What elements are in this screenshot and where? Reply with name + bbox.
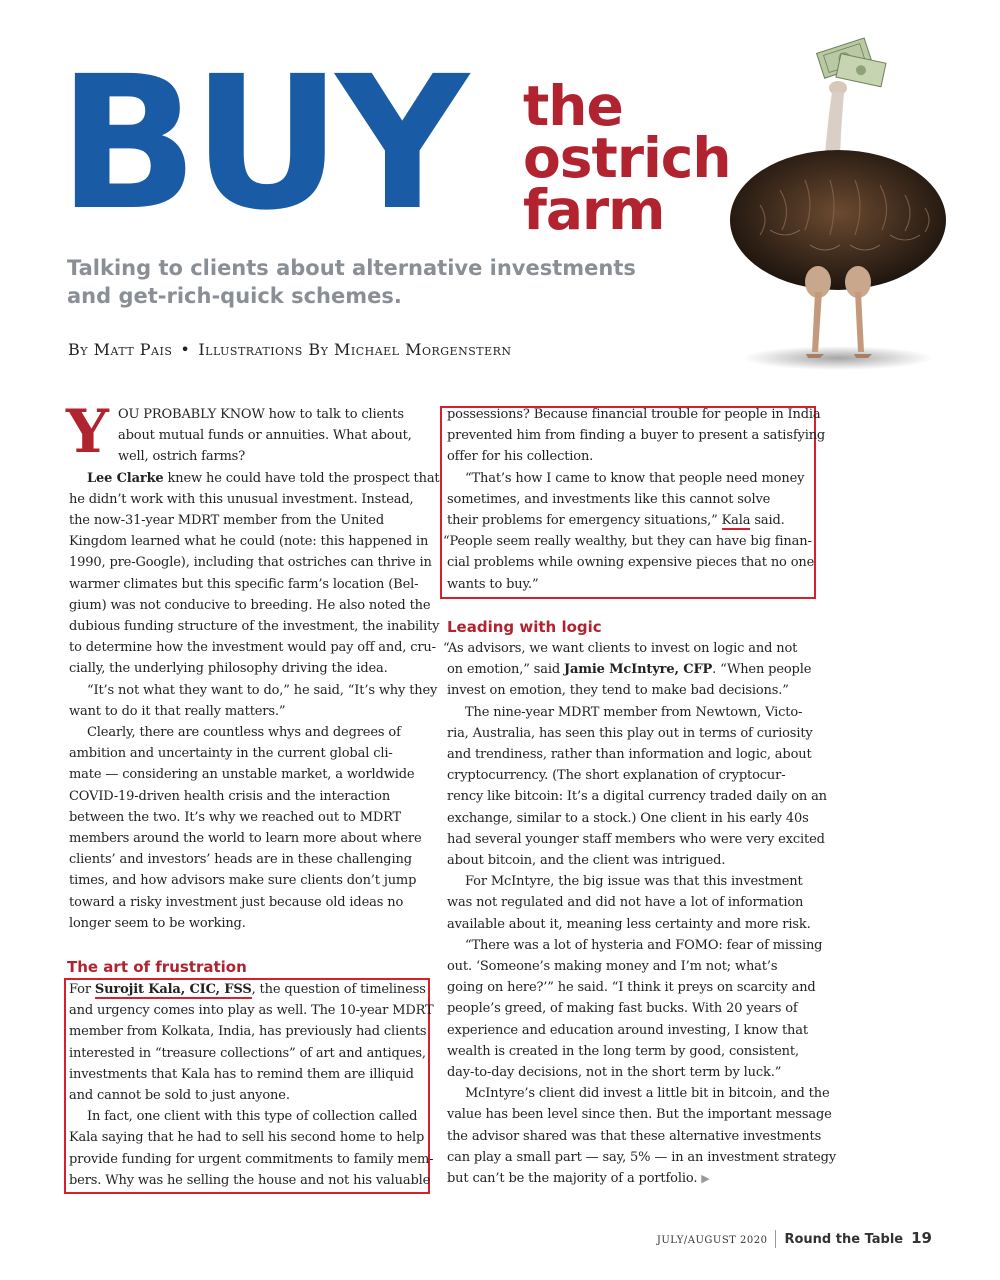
text-line: “As advisors, we want clients to invest on logic and not — [443, 641, 798, 656]
text-line: bers. Why was he selling the house and not his valuable — [69, 1172, 431, 1188]
text-line: invest on emotion, they tend to make bad decisions.” — [447, 683, 789, 699]
text-line: sometimes, and investments like this cannot solve — [447, 491, 771, 507]
text-line: going on here?’” he said. “I think it preys on scarcity and — [447, 980, 816, 996]
text-line: people’s greed, of making fast bucks. With 20 years of — [447, 1001, 798, 1017]
text-line: “There was a lot of hysteria and FOMO: fear of missing — [465, 937, 823, 953]
text-line: times, and how advisors make sure clients don’t jump — [69, 873, 417, 889]
text-line: mate — considering an unstable market, a worldwide — [69, 767, 415, 783]
text-line: available about it, meaning less certainty and more risk. — [447, 916, 811, 932]
text-line — [447, 659, 836, 680]
text-line: and cannot be sold to just anyone. — [69, 1088, 290, 1104]
text-line: ambition and uncertainty in the current global cli- — [69, 746, 393, 762]
bold-name: Lee Clarke — [87, 470, 164, 486]
text-line: provide funding for urgent commitments to family mem- — [69, 1151, 434, 1167]
text-line: member from Kolkata, India, has previously had clients — [69, 1024, 427, 1040]
text-line: COVID-19-driven health crisis and the interaction — [69, 788, 391, 804]
text-span: , the question of timeliness — [251, 982, 426, 997]
text-line: Kala saying that he had to sell his second home to help — [69, 1130, 425, 1146]
left-body — [69, 468, 440, 934]
byline-author: By Matt Pais — [68, 340, 173, 359]
bold-name-mcintyre: Jamie McIntyre, CFP — [564, 662, 713, 678]
footer-divider — [775, 1230, 776, 1248]
text-line: “People seem really wealthy, but they can have big finan- — [443, 534, 812, 550]
text-line: to determine how the investment would pay off and, cru- — [69, 640, 436, 656]
text-line: For McIntyre, the big issue was that this investment — [465, 874, 803, 890]
text-line: cryptocurrency. (The short explanation of cryptocur- — [447, 768, 786, 784]
text-line: well, ostrich farms? — [118, 449, 246, 465]
text-span: said. — [750, 513, 785, 529]
intro-lines — [118, 404, 412, 468]
page-footer — [657, 1228, 932, 1248]
text-line — [447, 1168, 836, 1189]
text-line: 1990, pre-Google), including that ostriches can thrive in — [69, 555, 432, 571]
text-line: The nine-year MDRT member from Newtown, Victo- — [465, 704, 803, 720]
frustration-body — [69, 979, 434, 1191]
text-line: clients’ and investors’ heads are in these challenging — [69, 852, 412, 868]
headline-subtitle — [523, 74, 731, 242]
text-line: gium) was not conducive to breeding. He also noted the — [69, 597, 431, 613]
text-line: wants to buy.” — [447, 576, 539, 592]
text-line: ria, Australia, has seen this play out in terms of curiosity — [447, 725, 813, 741]
text-line: dubious funding structure of the investment, the inability — [69, 619, 440, 635]
text-line: Clearly, there are countless whys and degrees of — [87, 725, 401, 741]
byline-illustrator: Illustrations By Michael Morgenstern — [198, 340, 512, 359]
text-line — [69, 468, 440, 489]
text-line: rency like bitcoin: It’s a digital currency traded daily on an — [447, 789, 827, 805]
text-line: cially, the underlying philosophy driving the idea. — [69, 661, 388, 677]
headline-line: farm — [523, 178, 665, 242]
text-line: McIntyre’s client did invest a little bit in bitcoin, and the — [465, 1086, 830, 1102]
text-line: cial problems while owning expensive pieces that no one — [447, 555, 815, 571]
text-line: out. ‘Someone’s making money and I’m not; what’s — [447, 959, 778, 975]
text-line: and trendiness, rather than information and logic, about — [447, 747, 812, 763]
text-line: wealth is created in the long term by good, consistent, — [447, 1043, 799, 1059]
text-span: but can’t be the majority of a portfolio. — [447, 1171, 698, 1187]
text-line: prevented him from finding a buyer to present a satisfying — [447, 428, 826, 444]
text-line: longer seem to be working. — [69, 915, 246, 931]
text-line: interested in “treasure collections” of art and antiques, — [69, 1045, 426, 1061]
text-line: investments that Kala has to remind them are illiquid — [69, 1066, 414, 1082]
text-line — [447, 510, 825, 531]
text-span: . “When people — [712, 662, 812, 678]
text-line: exchange, similar to a stock.) One client in his early 40s — [447, 810, 809, 826]
text-line: had several younger staff members who were very excited — [447, 831, 825, 847]
text-span: their problems for emergency situations,” — [447, 513, 722, 529]
section-heading-frustration: The art of frustration — [67, 958, 247, 976]
text-line: about mutual funds or annuities. What about, — [118, 428, 412, 444]
text-line: possessions? Because financial trouble for people in India — [447, 407, 821, 422]
text-line: the advisor shared was that these alternative investments — [447, 1128, 822, 1144]
right-body — [443, 638, 837, 1189]
end-of-article-icon: ▶ — [701, 1172, 710, 1186]
right-box-text — [443, 404, 826, 595]
text-line: “It’s not what they want to do,” he said, “It’s why they — [87, 682, 438, 698]
text-line: “That’s how I came to know that people need money — [465, 470, 805, 486]
text-line: day-to-day decisions, not in the short term by luck.” — [447, 1065, 782, 1081]
magazine-name: Round the Table — [784, 1232, 904, 1247]
drop-cap: Y — [66, 397, 109, 467]
byline-separator: • — [180, 340, 191, 359]
text-line: members around the world to learn more about where — [69, 831, 422, 847]
text-line: experience and education around investing, I know that — [447, 1022, 808, 1038]
issue-date: JULY/AUGUST 2020 — [656, 1235, 768, 1246]
text-line: value has been level since then. But the important message — [447, 1107, 832, 1123]
section-heading-logic: Leading with logic — [447, 618, 602, 636]
text-line: OU PROBABLY KNOW how to talk to clients — [118, 407, 404, 422]
headline-buy: BUY — [58, 37, 463, 251]
text-line: was not regulated and did not have a lot of information — [447, 895, 804, 911]
text-span: For — [69, 982, 95, 997]
bold-name-kala: Surojit Kala, CIC, FSS — [94, 982, 252, 997]
text-line: In fact, one client with this type of collection called — [87, 1109, 418, 1125]
page-number: 19 — [911, 1229, 932, 1247]
text-line: offer for his collection. — [447, 449, 594, 465]
headline-line: the — [523, 74, 623, 138]
text-line: between the two. It’s why we reached out to MDRT — [69, 809, 402, 825]
text-line: toward a risky investment just because old ideas no — [69, 894, 404, 910]
text-line: Kingdom learned what he could (note: this happened in — [69, 534, 429, 550]
text-line: the now-31-year MDRT member from the United — [69, 513, 385, 528]
text-line: warmer climates but this specific farm’s location (Bel- — [69, 576, 419, 592]
text-line: can play a small part — say, 5% — in an investment strategy — [447, 1149, 837, 1165]
text-span: knew he could have told the prospect that — [163, 470, 440, 486]
underlined-name-kala: Kala — [721, 513, 751, 529]
article-dek: Talking to clients about alternative investments and get-rich-quick schemes. — [67, 256, 636, 308]
headline-line: ostrich — [523, 126, 731, 190]
text-line: about bitcoin, and the client was intrigued. — [447, 853, 726, 869]
text-line: and urgency comes into play as well. The 10-year MDRT — [69, 1003, 434, 1019]
text-line: want to do it that really matters.” — [69, 703, 286, 719]
ostrich-illustration — [720, 30, 970, 380]
text-span: on emotion,” said — [447, 662, 565, 678]
text-line — [69, 979, 434, 1000]
byline — [68, 340, 512, 359]
text-line: he didn’t work with this unusual investment. Instead, — [69, 491, 414, 507]
